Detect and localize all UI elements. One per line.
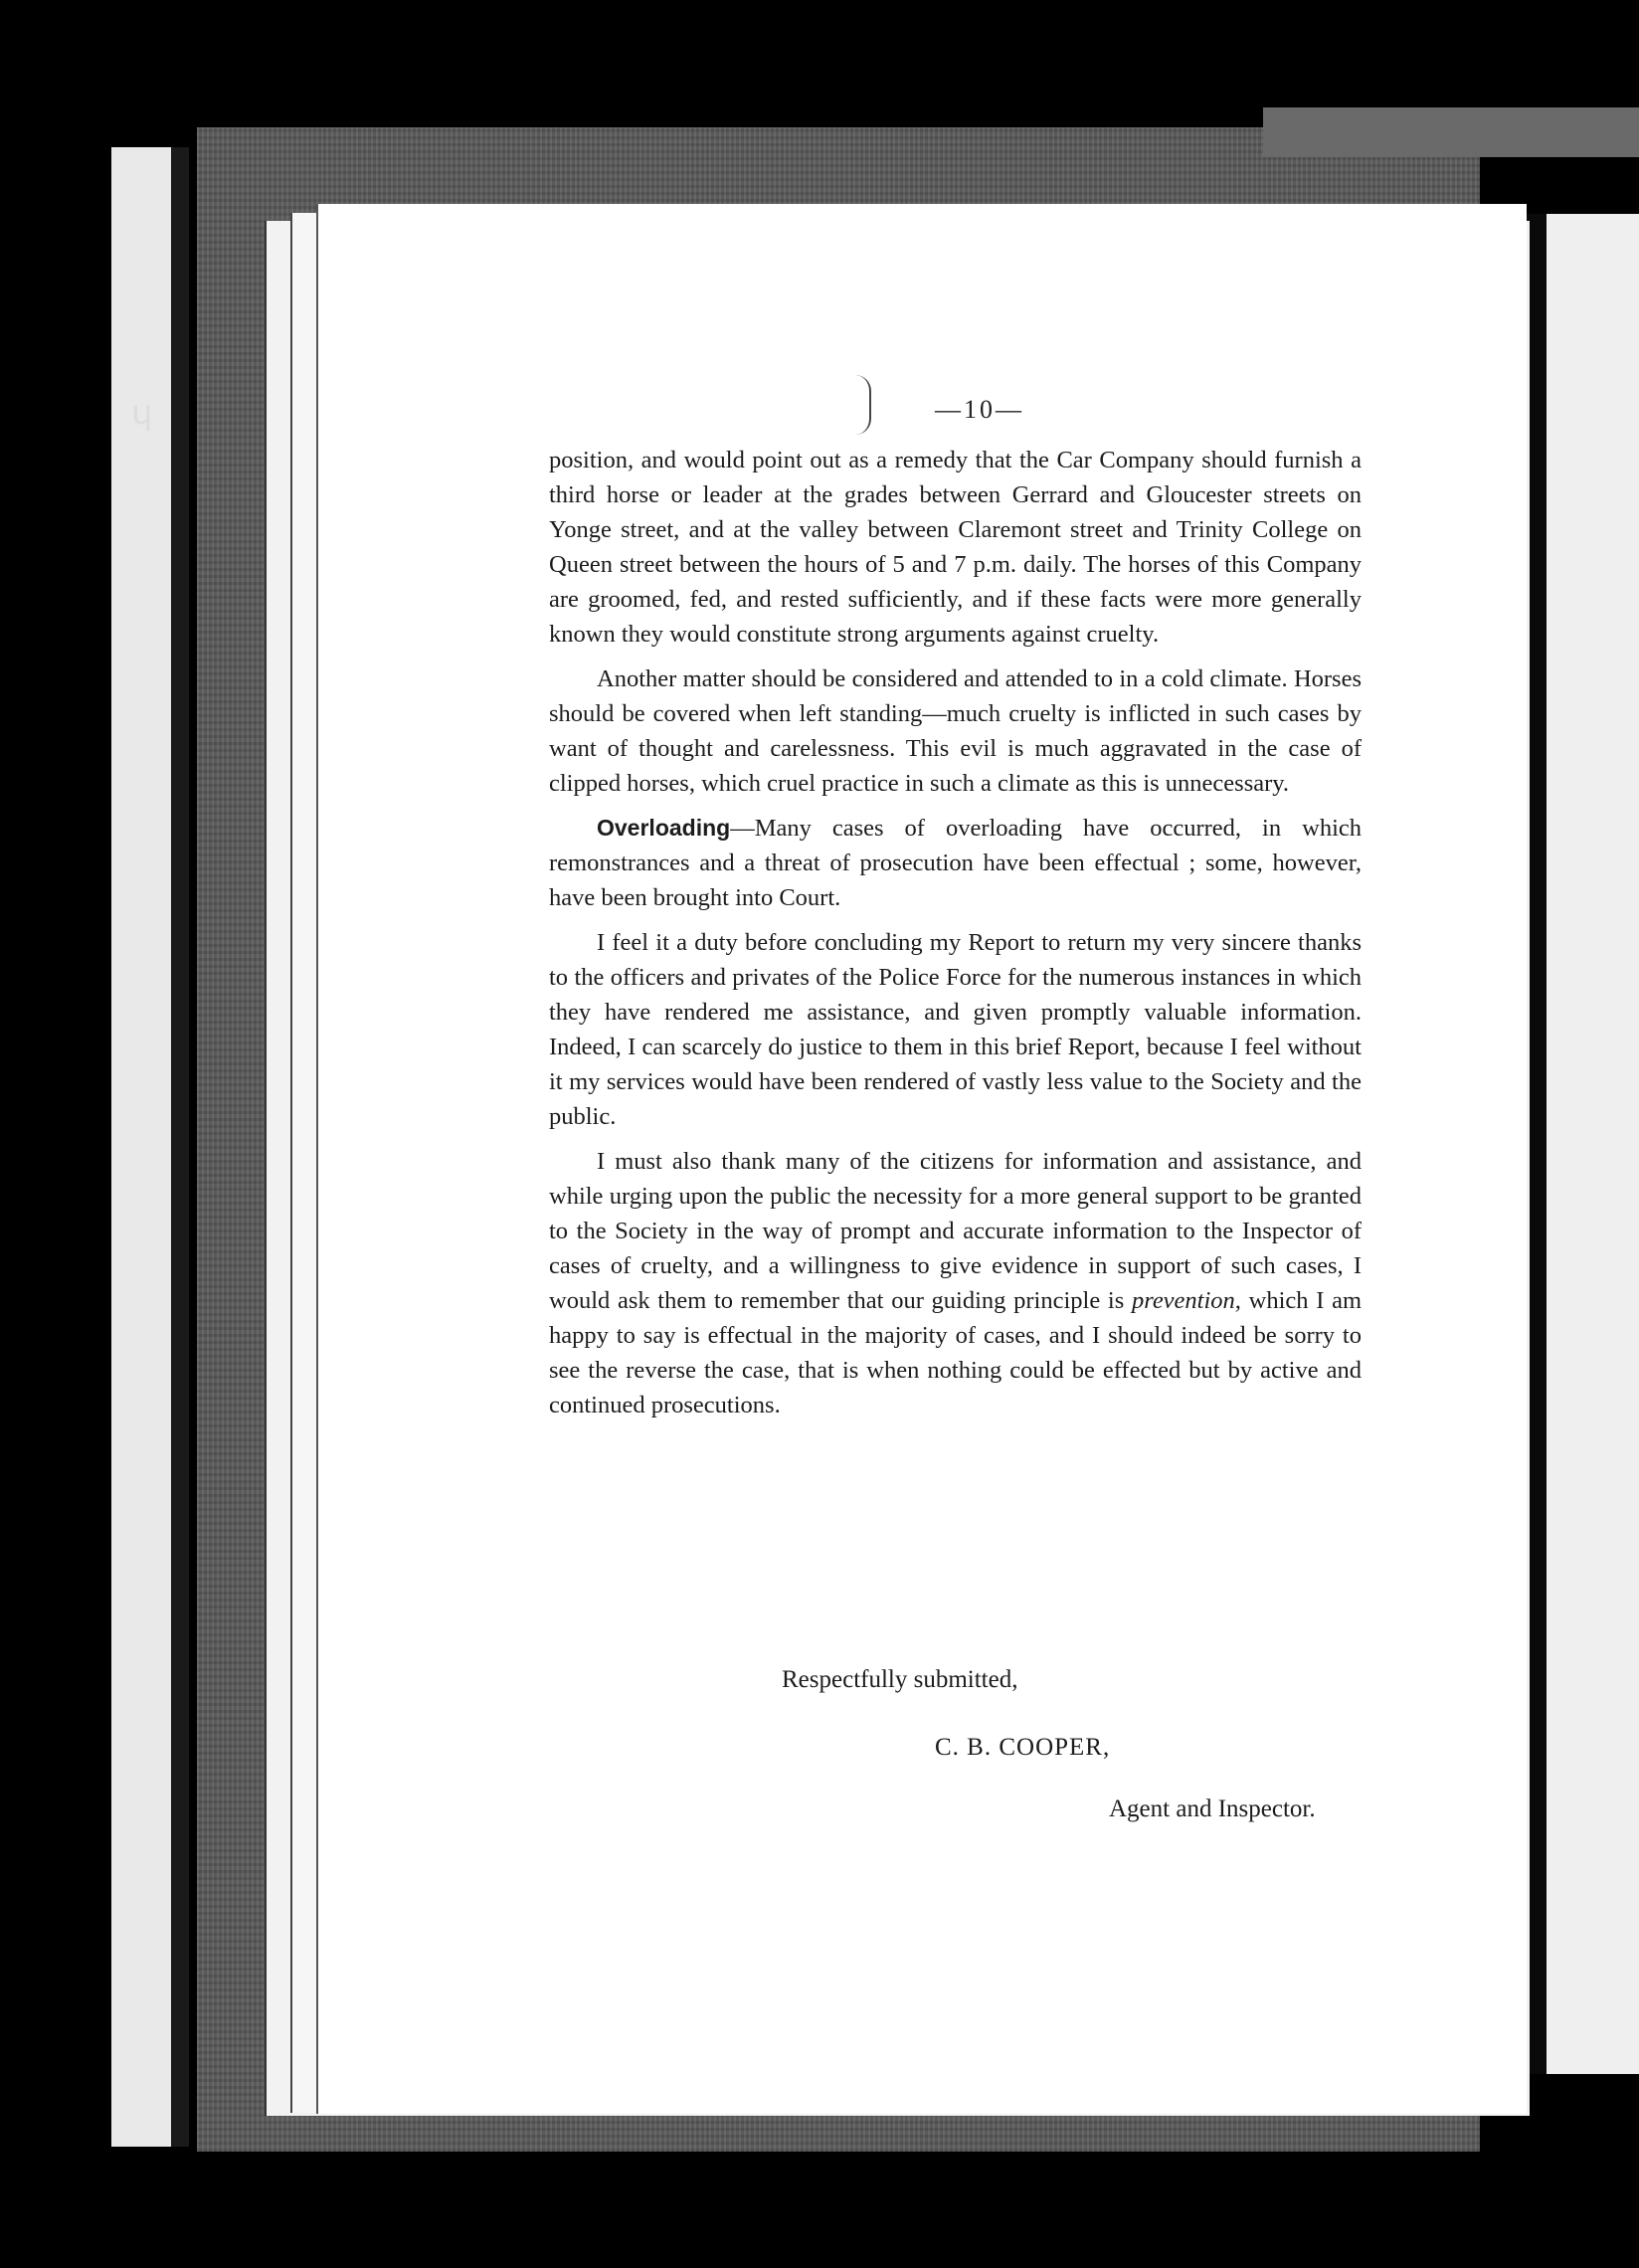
signature-title: Agent and Inspector. bbox=[1109, 1796, 1316, 1822]
body-text bbox=[549, 443, 1362, 1432]
citizens-text-start: I must also thank many of the citizens for information and assistance, and while urging upon the public the necessity for a more general support to be granted to the Society in the way of prompt and accurate information to the Inspector of cases of cruelty, and a willingness to give evidence in support of such cases, I would ask them to remember that our guiding principle is bbox=[549, 1148, 1362, 1314]
paragraph-citizens-thanks bbox=[549, 1144, 1362, 1422]
paragraph-police-thanks: I feel it a duty before concluding my Report to return my very sincere thanks to the officers and privates of the Police Force for the numerous instances in which they have rendered me assistance, and given promptly valuable information. Indeed, I can scarcely do justice to them in this brief Report, because I feel without it my services would have been rendered of vastly less value to the Society and the public. bbox=[549, 929, 1362, 1130]
citizens-text-end: which I am happy to say is effectual in the majority of cases, and I should indeed be sorry to see the reverse the case, that is when nothing could be effected but by active and continued prosecutions. bbox=[549, 1287, 1363, 1418]
signature-name: C. B. COOPER, bbox=[935, 1734, 1111, 1761]
closing-line: Respectfully submitted, bbox=[782, 1666, 1018, 1693]
facing-page-edge bbox=[1547, 214, 1639, 2074]
overloading-heading: Overloading bbox=[597, 815, 731, 841]
book-cover-top-edge bbox=[1263, 107, 1639, 157]
scanner-left-edge bbox=[171, 147, 189, 2147]
margin-mark: ɥ bbox=[131, 393, 153, 433]
document-page bbox=[316, 204, 1527, 2114]
paragraph-car-company: position, and would point out as a remedy that the Car Company should furnish a third horse or leader at the grades between Gerrard and Gloucester streets on Yonge street, and at the valley between Claremont street and Trinity College on Queen street between the hours of 5 and 7 p.m. daily. The horses of this Company are groomed, fed, and rested sufficiently, and if these facts were more generally known they would constitute strong arguments against cruelty. bbox=[549, 447, 1362, 648]
paragraph-cold-climate: Another matter should be considered and attended to in a cold climate. Horses should be covered when left standing—much cruelty is inflicted in such cases by want of thought and carelessness. This evil is much aggravated in the case of clipped horses, which cruel practice in such a climate as this is unnecessary. bbox=[549, 665, 1362, 797]
scanner-left-strip bbox=[111, 147, 171, 2147]
pencil-bracket-mark bbox=[855, 375, 871, 435]
page-number: —10— bbox=[935, 395, 1024, 424]
prevention-word: prevention, bbox=[1131, 1287, 1241, 1314]
overloading-text: —Many cases of overloading have occurred, in which remonstrances and a threat of prosecution have been effectual ; some, however, have been brought into Court. bbox=[549, 815, 1362, 911]
paragraph-overloading bbox=[549, 811, 1362, 915]
